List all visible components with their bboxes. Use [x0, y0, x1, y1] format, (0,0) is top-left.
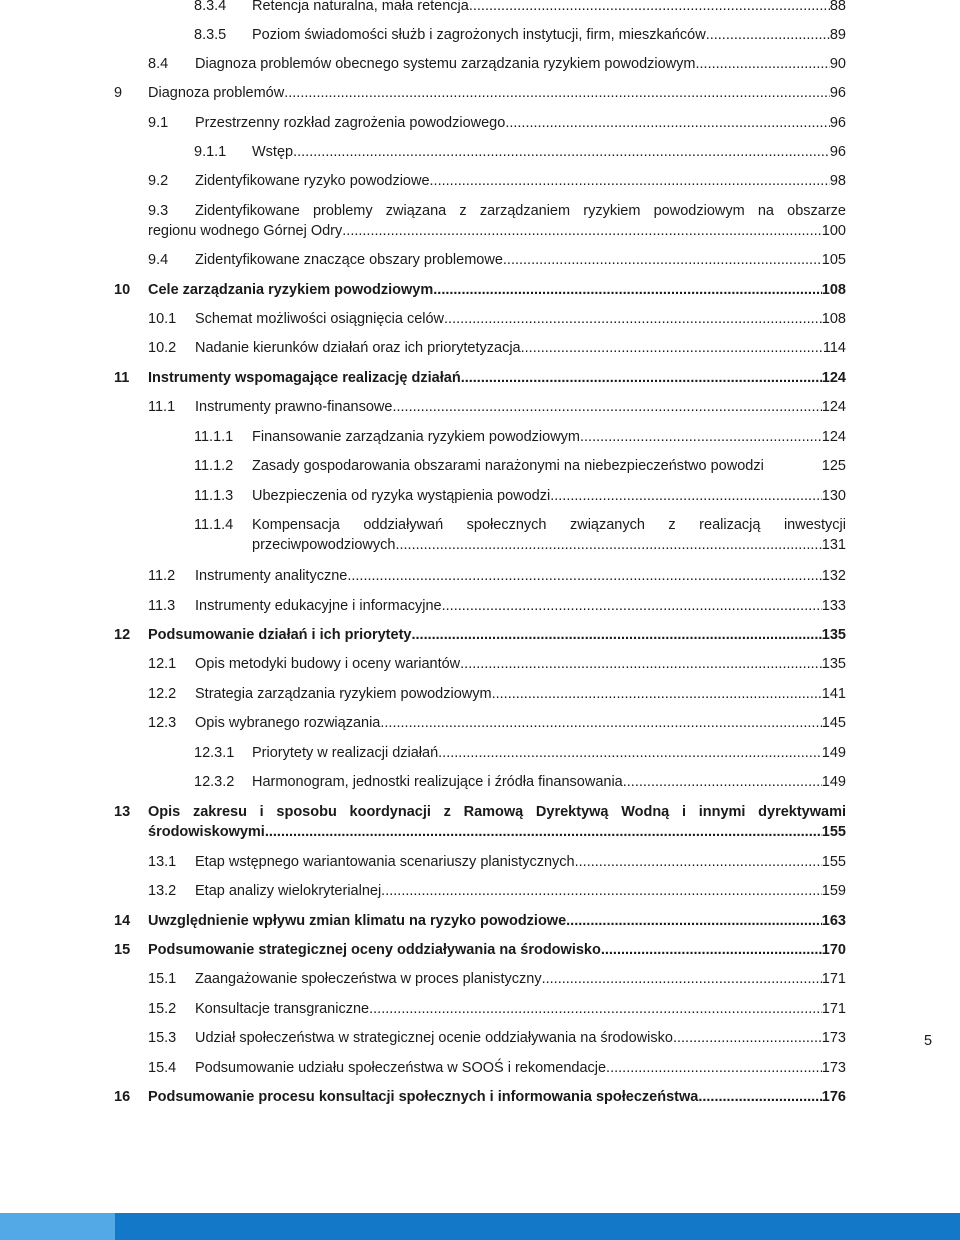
toc-dot-leader — [433, 280, 822, 300]
toc-dot-leader — [706, 25, 830, 45]
toc-entry[interactable] — [148, 566, 846, 586]
toc-entry-title: Etap wstępnego wariantowania scenariuszy planistycznych — [195, 854, 575, 870]
toc-entry-title: Cele zarządzania ryzykiem powodziowym — [148, 282, 434, 298]
toc-entry[interactable] — [148, 852, 846, 872]
toc-entry[interactable] — [194, 142, 846, 162]
toc-entry-page: 159 — [821, 883, 846, 899]
toc-entry-title: przeciwpowodziowych — [252, 537, 396, 553]
toc-entry-page: 149 — [821, 774, 846, 790]
toc-entry-title: środowiskowymi — [148, 824, 265, 840]
footer-bar-accent — [0, 1213, 115, 1240]
toc-entry-page: 108 — [821, 311, 846, 327]
toc-entry[interactable] — [148, 338, 846, 358]
toc-entry[interactable] — [148, 654, 846, 674]
toc-entry-number: 11 — [114, 370, 130, 386]
toc-entry-page: 149 — [821, 745, 846, 761]
toc-dot-leader — [698, 1087, 821, 1107]
toc-entry-page: 96 — [829, 115, 846, 131]
toc-entry-title: Zidentyfikowane ryzyko powodziowe — [195, 173, 430, 189]
toc-entry-title: Instrumenty prawno-finansowe — [195, 399, 393, 415]
toc-entry-number: 15.4 — [148, 1060, 177, 1076]
toc-entry-number: 10 — [114, 282, 131, 298]
toc-entry-page: 170 — [821, 942, 846, 958]
toc-entry[interactable] — [148, 713, 846, 733]
toc-entry-title-line: Kompensacja oddziaływań społecznych związanych z realizacją inwestycji — [252, 517, 846, 533]
toc-entry-page: 114 — [822, 340, 846, 356]
toc-entry-number: 10.2 — [148, 340, 177, 356]
toc-entry[interactable] — [194, 772, 846, 792]
toc-dot-leader — [492, 684, 822, 704]
toc-entry-title: Instrumenty analityczne — [195, 568, 348, 584]
toc-entry[interactable] — [114, 1087, 846, 1107]
toc-entry-number: 11.3 — [148, 598, 176, 614]
toc-entry-number: 15.1 — [148, 971, 177, 987]
toc-entry-number: 12.3 — [148, 715, 177, 731]
toc-entry-number: 10.1 — [148, 311, 177, 327]
toc-dot-leader — [460, 654, 822, 674]
toc-entry-title: Konsultacje transgraniczne — [195, 1001, 370, 1017]
toc-dot-leader — [673, 1028, 822, 1048]
toc-entry-number: 9 — [114, 85, 123, 101]
toc-entry-title: Podsumowanie procesu konsultacji społecznych i informowania społeczeństwa — [148, 1089, 699, 1105]
toc-entry-page: 141 — [821, 686, 846, 702]
toc-entry-page: 163 — [821, 913, 846, 929]
toc-entry-number: 8.3.5 — [194, 27, 227, 43]
toc-entry-number: 12.3.2 — [194, 774, 235, 790]
toc-entry[interactable] — [114, 940, 846, 960]
toc-entry-title: Przestrzenny rozkład zagrożenia powodziowego — [195, 115, 506, 131]
toc-entry-title: Etap analizy wielokryterialnej — [195, 883, 382, 899]
toc-entry-title: Finansowanie zarządzania ryzykiem powodziowym — [252, 429, 580, 445]
toc-entry-number: 12.3.1 — [194, 745, 235, 761]
toc-entry[interactable] — [148, 1058, 846, 1078]
toc-dot-leader — [438, 743, 822, 763]
toc-entry-number: 11.2 — [148, 568, 176, 584]
toc-entry-number: 9.4 — [148, 252, 169, 268]
toc-entry-number: 9.1.1 — [194, 144, 227, 160]
toc-entry-title: Schemat możliwości osiągnięcia celów — [195, 311, 445, 327]
toc-entry-number: 12.2 — [148, 686, 177, 702]
toc-dot-leader — [395, 535, 821, 555]
toc-dot-leader — [505, 113, 830, 133]
toc-entry[interactable] — [148, 397, 846, 417]
toc-entry-number: 8.4 — [148, 56, 169, 72]
toc-dot-leader — [606, 1058, 822, 1078]
toc-entry-number: 12.1 — [148, 656, 177, 672]
toc-entry[interactable] — [114, 911, 846, 931]
toc-entry[interactable] — [194, 486, 846, 506]
toc-dot-leader — [347, 566, 821, 586]
toc-entry[interactable] — [148, 684, 846, 704]
toc-entry-number: 15 — [114, 942, 131, 958]
toc-entry-page: 135 — [821, 627, 846, 643]
toc-entry-title: Nadanie kierunków działań oraz ich priorytetyzacja — [195, 340, 521, 356]
toc-entry-number: 9.2 — [148, 173, 169, 189]
toc-dot-leader — [392, 397, 821, 417]
toc-entry-title: Harmonogram, jednostki realizujące i źródła finansowania — [252, 774, 623, 790]
toc-entry-number: 13.1 — [148, 854, 177, 870]
toc-entry-title: Podsumowanie udziału społeczeństwa w SOOŚ i rekomendacje — [195, 1060, 607, 1076]
toc-entry-number: 13.2 — [148, 883, 177, 899]
toc-entry-title: Poziom świadomości służb i zagrożonych instytucji, firm, mieszkańców — [252, 27, 706, 43]
toc-dot-leader — [461, 368, 822, 388]
toc-entry-page: 88 — [829, 0, 846, 14]
toc-entry-number: 11.1 — [148, 399, 176, 415]
toc-dot-leader — [566, 911, 822, 931]
toc-dot-leader — [265, 822, 822, 842]
toc-entry-number: 13 — [114, 804, 131, 820]
toc-dot-leader — [411, 625, 821, 645]
toc-dot-leader — [575, 852, 822, 872]
toc-entry-title: Instrumenty wspomagające realizację działań — [148, 370, 461, 386]
toc-entry-title-line: Zidentyfikowane problemy związana z zarządzaniem ryzykiem powodziowym na obszarze — [195, 203, 846, 219]
toc-entry-title: Zaangażowanie społeczeństwa w proces planistyczny — [195, 971, 542, 987]
toc-entry-title: Retencja naturalna, mała retencja — [252, 0, 469, 14]
toc-entry-title: Udział społeczeństwa w strategicznej ocenie oddziaływania na środowisko — [195, 1030, 673, 1046]
toc-entry[interactable] — [114, 280, 846, 300]
toc-dot-leader — [695, 54, 829, 74]
toc-entry-page: 124 — [821, 399, 846, 415]
toc-entry-number: 12 — [114, 627, 131, 643]
toc-entry[interactable] — [194, 427, 846, 447]
toc-entry-page: 130 — [821, 488, 846, 504]
toc-entry-title: Instrumenty edukacyjne i informacyjne — [195, 598, 442, 614]
toc-entry[interactable] — [114, 368, 846, 388]
toc-entry-number: 15.2 — [148, 1001, 177, 1017]
toc-entry-title: Podsumowanie strategicznej oceny oddziaływania na środowisko — [148, 942, 601, 958]
toc-entry-page: 135 — [821, 656, 846, 672]
toc-dot-leader — [381, 881, 822, 901]
toc-entry-page: 145 — [821, 715, 846, 731]
toc-entry-number: 8.3.4 — [194, 0, 227, 14]
toc-entry[interactable] — [148, 201, 846, 241]
toc-entry[interactable] — [148, 171, 846, 191]
toc-entry-title: Zasady gospodarowania obszarami narażonymi na niebezpieczeństwo powodzi — [252, 458, 764, 474]
toc-entry[interactable] — [148, 596, 846, 616]
toc-dot-leader — [601, 940, 822, 960]
toc-dot-leader — [442, 596, 822, 616]
toc-entry-title: Opis wybranego rozwiązania — [195, 715, 381, 731]
toc-entry-number: 11.1.3 — [194, 488, 234, 504]
toc-entry-number: 11.1.2 — [194, 458, 234, 474]
toc-entry-page: 171 — [821, 1001, 846, 1017]
toc-entry-title-line: Opis zakresu i sposobu koordynacji z Ramową Dyrektywą Wodną i innymi dyrektywami — [148, 804, 846, 820]
toc-entry-title: Podsumowanie działań i ich priorytety — [148, 627, 412, 643]
toc-entry[interactable] — [114, 625, 846, 645]
toc-entry-page: 89 — [829, 27, 846, 43]
toc-entry-page: 173 — [821, 1030, 846, 1046]
toc-entry-page: 131 — [821, 537, 846, 553]
toc-entry[interactable] — [194, 25, 846, 45]
toc-entry-number: 9.3 — [148, 203, 169, 219]
toc-entry-page: 132 — [821, 568, 846, 584]
toc-entry-number: 14 — [114, 913, 131, 929]
toc-dot-leader — [542, 969, 822, 989]
toc-entry[interactable] — [114, 802, 846, 842]
toc-dot-leader — [469, 0, 830, 16]
toc-dot-leader — [369, 999, 822, 1019]
toc-entry-page: 105 — [821, 252, 846, 268]
toc-entry-page: 90 — [829, 56, 846, 72]
footer-bar — [0, 1213, 960, 1240]
toc-entry-title: Uwzględnienie wpływu zmian klimatu na ryzyko powodziowe — [148, 913, 567, 929]
toc-entry[interactable] — [194, 0, 846, 16]
toc-entry-title: Ubezpieczenia od ryzyka wystąpienia powodzi — [252, 488, 551, 504]
toc-entry[interactable] — [148, 54, 846, 74]
toc-entry-page: 96 — [829, 144, 846, 160]
toc-entry-number: 16 — [114, 1089, 131, 1105]
toc-entry-page: 98 — [829, 173, 846, 189]
toc-entry-title: Diagnoza problemów — [148, 85, 285, 101]
toc-entry-page: 133 — [821, 598, 846, 614]
toc-entry-title: Zidentyfikowane znaczące obszary problemowe — [195, 252, 503, 268]
toc-entry[interactable] — [194, 456, 846, 476]
toc-dot-leader — [521, 338, 823, 358]
toc-entry-page: 100 — [821, 223, 846, 239]
toc-dot-leader — [380, 713, 821, 733]
toc-entry-title: Strategia zarządzania ryzykiem powodziowym — [195, 686, 492, 702]
toc-entry[interactable] — [114, 83, 846, 103]
toc-entry-page: 124 — [821, 370, 846, 386]
toc-entry[interactable] — [194, 515, 846, 555]
toc-dot-leader — [550, 486, 822, 506]
toc-dot-leader — [580, 427, 822, 447]
toc-dot-leader — [430, 171, 830, 191]
toc-entry[interactable] — [148, 113, 846, 133]
toc-entry-number: 9.1 — [148, 115, 169, 131]
toc-entry-title: regionu wodnego Górnej Odry — [148, 223, 343, 239]
toc-entry-page: 125 — [821, 458, 846, 474]
toc-entry-page: 173 — [821, 1060, 846, 1076]
toc-entry[interactable] — [148, 881, 846, 901]
toc-entry-page: 124 — [821, 429, 846, 445]
toc-entry-title: Wstęp — [252, 144, 294, 160]
toc-entry-page: 108 — [821, 282, 846, 298]
toc-entry[interactable] — [194, 743, 846, 763]
toc-entry-page: 96 — [829, 85, 846, 101]
toc-entry-page: 155 — [821, 824, 846, 840]
toc-entry[interactable] — [148, 309, 846, 329]
toc-entry[interactable] — [148, 999, 846, 1019]
toc-entry-page: 155 — [821, 854, 846, 870]
toc-dot-leader — [293, 142, 830, 162]
toc-entry-number: 11.1.4 — [194, 517, 234, 533]
toc-entry-page: 171 — [821, 971, 846, 987]
toc-entry-number: 11.1.1 — [194, 429, 234, 445]
toc-dot-leader — [623, 772, 822, 792]
toc-entry[interactable] — [148, 969, 846, 989]
toc-entry-title: Diagnoza problemów obecnego systemu zarządzania ryzykiem powodziowym — [195, 56, 696, 72]
toc-dot-leader — [444, 309, 822, 329]
toc-entry-page: 176 — [821, 1089, 846, 1105]
toc-dot-leader — [503, 250, 822, 270]
toc-entry[interactable] — [148, 250, 846, 270]
toc-entry-title: Opis metodyki budowy i oceny wariantów — [195, 656, 461, 672]
toc-dot-leader — [284, 83, 830, 103]
toc-dot-leader — [342, 221, 822, 241]
toc-entry-title: Priorytety w realizacji działań — [252, 745, 439, 761]
toc-entry-number: 15.3 — [148, 1030, 177, 1046]
page-number: 5 — [924, 1033, 933, 1049]
toc-entry[interactable] — [148, 1028, 846, 1048]
